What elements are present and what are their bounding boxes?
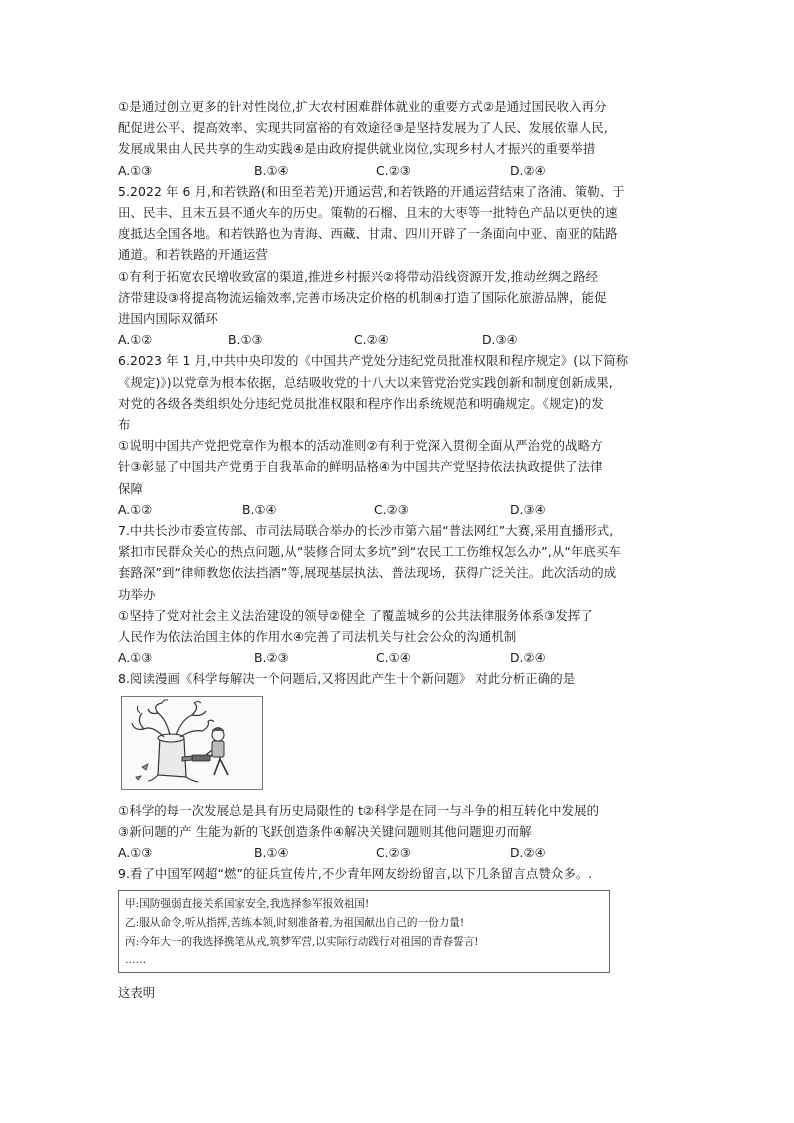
q5-choice-line: ①有利于拓宽农民增收致富的渠道,推进乡村振兴②将带动沿线资源开发,推动丝绸之路经 <box>118 268 599 284</box>
q6-choice-line: 保障 <box>118 480 143 496</box>
comment-jia: 甲:国防强弱直接关系国家安全,我选择参军报效祖国! <box>125 898 370 911</box>
q7-option-b[interactable]: B.②③ <box>254 650 289 666</box>
q6-stem-line: 《规定)》)以党章为根本依据，总结吸收党的十八大以来管党治党实践创新和制度创新成果, <box>118 374 613 390</box>
q6-stem-line: 布 <box>118 417 131 433</box>
q7-choice-line: 人民作为依法治国主体的作用水④完善了司法机关与社会公众的沟通机制 <box>118 629 517 645</box>
q4-option-d[interactable]: D.②④ <box>510 162 546 178</box>
q6-option-d[interactable]: D.③④ <box>510 501 546 517</box>
q4-choice-line: 发展成果由人民共享的生动实践④是由政府提供就业岗位,实现乡村人才振兴的重要举措 <box>118 141 596 157</box>
comments-box <box>118 890 610 972</box>
q6-option-b[interactable]: B.①④ <box>242 501 277 517</box>
q5-block <box>118 181 678 351</box>
q5-stem-line: 度抵达全国各地。和若铁路也为青海、西藏、甘肃、四川开辟了一条面向中亚、南亚的陆路 <box>118 226 618 242</box>
q7-stem-line: 7.中共长沙市委宣传部、市司法局联合举办的长沙市第六届“普法网红”大赛,采用直播形式, <box>118 523 614 539</box>
q4-block <box>118 96 678 181</box>
q5-stem-line: 5.2022 年 6 月,和若铁路(和田至若羌)开通运营,和若铁路的开通运营结束了洛浦、策勒、于 <box>118 183 625 199</box>
q5-stem-line: 通道。和若铁路的开通运营 <box>118 247 268 263</box>
cartoon-image <box>121 696 263 790</box>
q6-option-a[interactable]: A.①② <box>118 501 153 517</box>
q5-option-c[interactable]: C.②④ <box>354 332 389 348</box>
q4-option-c[interactable]: C.②③ <box>376 162 411 178</box>
q8-option-c[interactable]: C.②③ <box>376 845 411 861</box>
comment-ellipsis: …… <box>125 954 147 967</box>
q9-stem: 9.看了中国军网超“燃”的征兵宣传片,不少青年网友纷纷留言,以下几条留言点赞众多。. <box>118 866 593 882</box>
comment-yi: 乙:服从命令,听从指挥,苦练本领,时刻准备着,为祖国献出自己的一份力量! <box>125 917 465 930</box>
q4-options <box>118 160 678 181</box>
q4-option-a[interactable]: A.①③ <box>118 162 153 178</box>
q7-option-d[interactable]: D.②④ <box>510 650 546 666</box>
exam-page <box>118 96 678 1001</box>
q6-options <box>118 499 678 520</box>
q5-stem-line: 田、民丰、且末五县不通火车的历史。策勒的石榴、且末的大枣等一批特色产品以更快的速 <box>118 205 618 220</box>
q7-stem-line: 紧扣市民群众关心的热点问题,从“装修合同太多坑”到“农民工工伤维权怎么办”,从“年底买车 <box>118 544 621 560</box>
q6-option-c[interactable]: C.②③ <box>374 501 409 517</box>
q8-option-a[interactable]: A.①③ <box>118 845 153 861</box>
q7-choice-line: ①坚持了党对社会主义法治建设的领导②健全 了覆盖城乡的公共法律服务体系③发挥了 <box>118 607 593 623</box>
q5-option-b[interactable]: B.①③ <box>228 332 263 348</box>
q7-block <box>118 520 678 668</box>
q6-stem-line: 6.2023 年 1 月,中共中央印发的《中国共产党处分违纪党员批准权限和程序规定》(以下简称 <box>118 353 629 369</box>
cartoon-stump-illustration <box>122 697 262 789</box>
q6-choice-line: ①说明中国共产党把党章作为根本的活动准则②有利于党深入贯彻全面从严治党的战略方 <box>118 438 603 454</box>
q4-choice-line: ①是通过创立更多的针对性岗位,扩大农村困难群体就业的重要方式②是通过国民收入再分 <box>118 99 607 114</box>
q8-option-b[interactable]: B.①④ <box>254 845 289 861</box>
q5-choice-line: 进国内国际双循环 <box>118 311 218 327</box>
q9-block <box>118 863 678 1001</box>
q5-options <box>118 329 678 350</box>
q8-choice-line: ①科学的每一次发展总是具有历史局限性的 t②科学是在同一与斗争的相互转化中发展的 <box>118 802 600 818</box>
q8-stem: 8.阅读漫画《科学每解决一个问题后,又将因此产生十个新问题》 对此分析正确的是 <box>118 671 576 687</box>
q8-option-d[interactable]: D.②④ <box>510 845 546 861</box>
q7-option-a[interactable]: A.①③ <box>118 650 153 666</box>
comment-bing: 丙:今年大一的我选择携笔从戎,筑梦军营,以实际行动践行对祖国的青春誓言! <box>125 935 479 948</box>
q7-options <box>118 647 678 668</box>
q5-option-a[interactable]: A.①② <box>118 332 153 348</box>
q5-choice-line: 济带建设③将提高物流运输效率,完善市场决定价格的机制④打造了国际化旅游品牌，能促 <box>118 289 607 305</box>
q8-options <box>118 842 678 863</box>
q4-choice-line: 配促进公平、提高效率、实现共同富裕的有效途径③是坚持发展为了人民、发展依靠人民, <box>118 120 608 136</box>
q9-tail: 这表明 <box>118 984 156 1000</box>
q6-block <box>118 350 678 520</box>
q7-option-c[interactable]: C.①④ <box>376 650 411 666</box>
q7-stem-line: 套路深”到“律师教您依法挡酒”等,展现基层执法、普法现场，获得广泛关注。此次活动的成 <box>118 565 617 581</box>
q4-option-b[interactable]: B.①④ <box>254 162 289 178</box>
q7-stem-line: 功举办 <box>118 586 156 602</box>
q6-stem-line: 对党的各级各类组织处分违纪党员批准权限和程序作出系统规范和明确规定。《规定)的发 <box>118 395 604 411</box>
q6-choice-line: 针③彰显了中国共产党勇于自我革命的鲜明品格④为中国共产党坚持依法执政提供了法律 <box>118 459 603 475</box>
q5-option-d[interactable]: D.③④ <box>482 332 518 348</box>
q8-block <box>118 668 678 863</box>
q8-choice-line: ③新问题的产 生能为新的飞跃创造条件④解决关键问题则其他问题迎刃而解 <box>118 823 532 839</box>
